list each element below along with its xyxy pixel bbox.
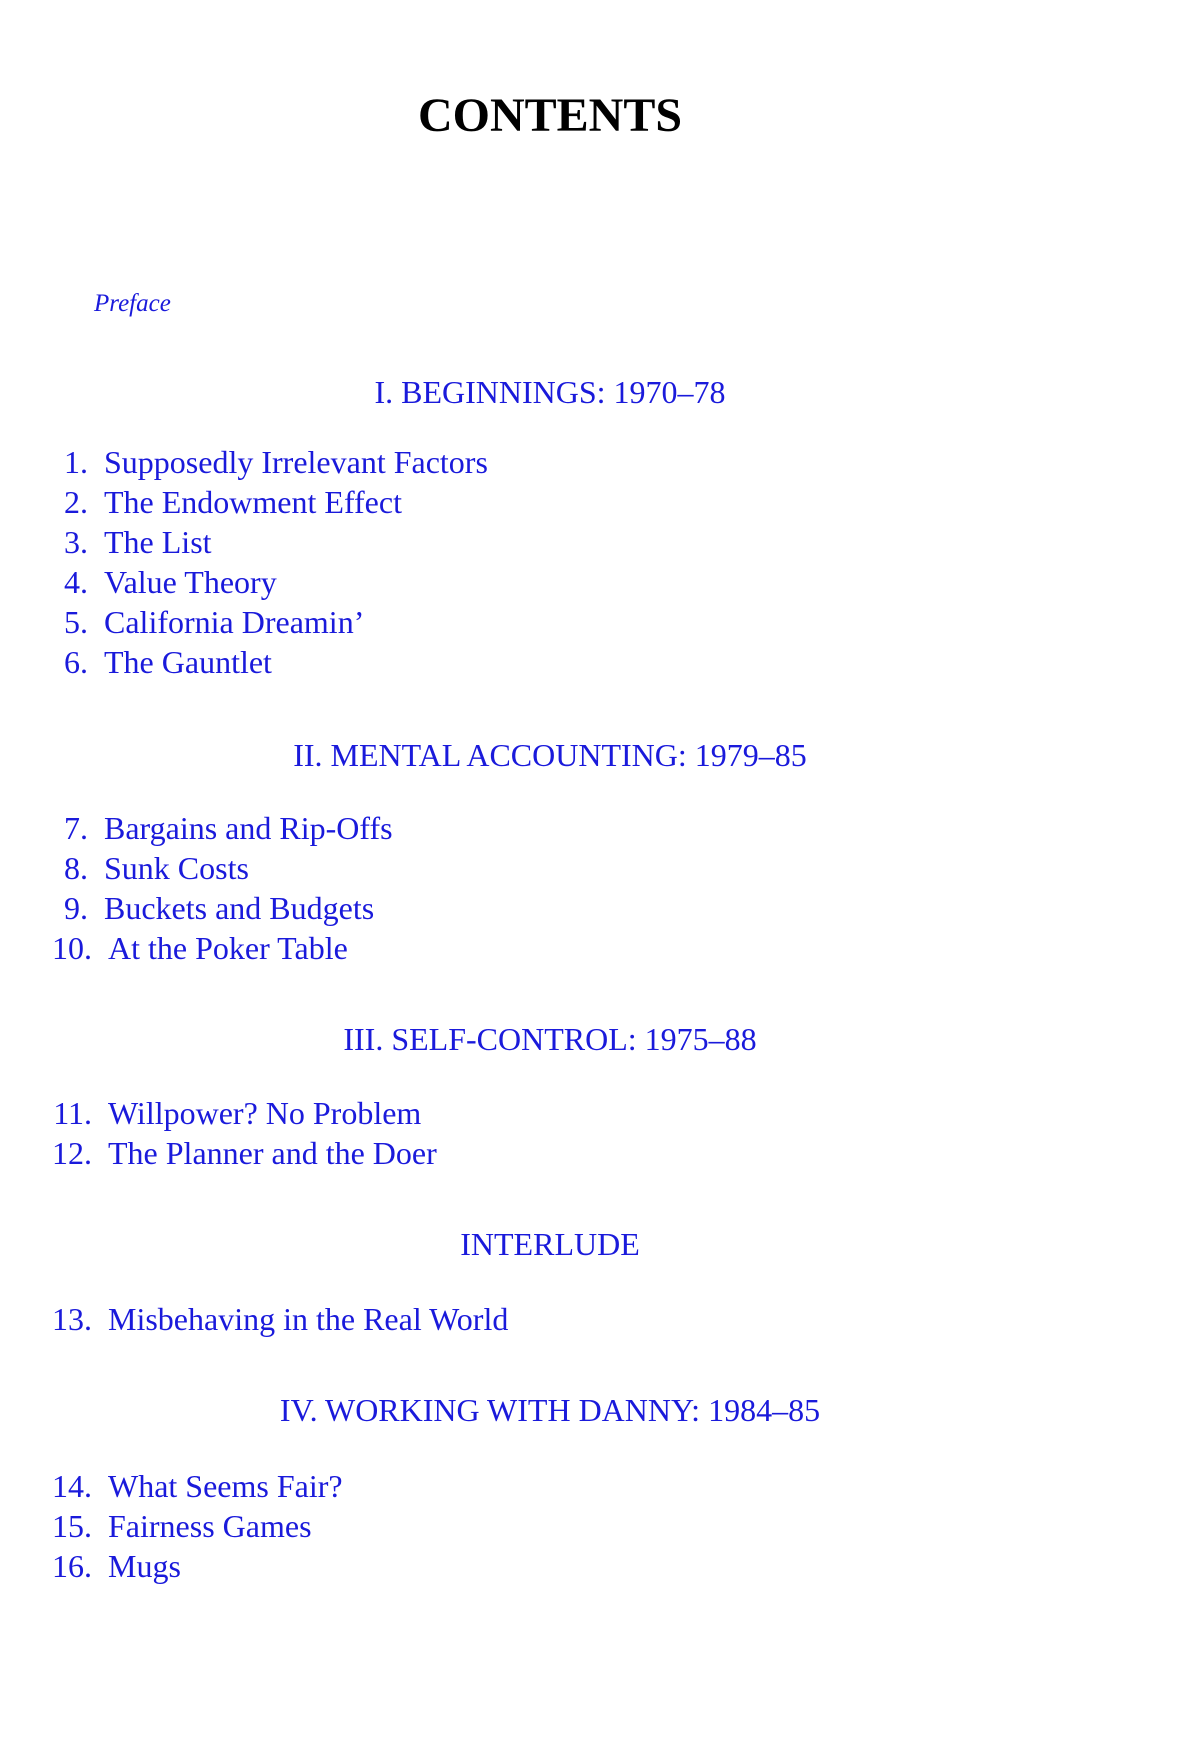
chapter-title: California Dreamin’: [104, 604, 365, 640]
part-heading-4[interactable]: IV. WORKING WITH DANNY: 1984–85: [279, 1392, 821, 1428]
chapter-number: 3.: [64, 524, 88, 560]
chapter-number: 16.: [52, 1548, 92, 1584]
chapter-title: Buckets and Budgets: [104, 890, 375, 926]
chapter-title: The Gauntlet: [104, 644, 272, 680]
chapter-number: 7.: [64, 810, 88, 846]
toc-link-preface[interactable]: Preface: [94, 290, 171, 317]
chapter-number: 12.: [52, 1135, 92, 1171]
chapter-title: What Seems Fair?: [108, 1468, 343, 1504]
chapter-number: 10.: [52, 930, 92, 966]
chapter-title: Willpower? No Problem: [108, 1095, 422, 1131]
chapter-number: 2.: [64, 484, 88, 520]
chapter-number: 13.: [52, 1301, 92, 1337]
chapter-number: 14.: [52, 1468, 92, 1504]
chapter-title: Sunk Costs: [104, 850, 249, 886]
chapter-number: 11.: [53, 1095, 92, 1131]
chapter-title: The List: [104, 524, 212, 560]
part-heading-2[interactable]: II. MENTAL ACCOUNTING: 1979–85: [293, 737, 807, 773]
chapter-number: 8.: [64, 850, 88, 886]
chapter-number: 15.: [52, 1508, 92, 1544]
chapter-number: 4.: [64, 564, 88, 600]
chapter-title: The Endowment Effect: [104, 484, 402, 520]
chapter-number: 6.: [64, 644, 88, 680]
chapter-number: 5.: [64, 604, 88, 640]
chapter-title: Misbehaving in the Real World: [108, 1301, 509, 1337]
chapter-title: Value Theory: [104, 564, 277, 600]
chapter-title: Mugs: [108, 1548, 181, 1584]
chapter-number: 9.: [64, 890, 88, 926]
chapter-number: 1.: [64, 444, 88, 480]
part-heading-1[interactable]: I. BEGINNINGS: 1970–78: [374, 374, 726, 410]
part-heading-3[interactable]: III. SELF-CONTROL: 1975–88: [343, 1021, 757, 1057]
chapter-title: Bargains and Rip-Offs: [104, 810, 393, 846]
chapter-title: Fairness Games: [108, 1508, 312, 1544]
chapter-title: The Planner and the Doer: [108, 1135, 437, 1171]
part-heading-interlude[interactable]: INTERLUDE: [460, 1226, 640, 1262]
chapter-title: At the Poker Table: [108, 930, 348, 966]
page-title: CONTENTS: [417, 89, 683, 142]
chapter-title: Supposedly Irrelevant Factors: [104, 444, 488, 480]
